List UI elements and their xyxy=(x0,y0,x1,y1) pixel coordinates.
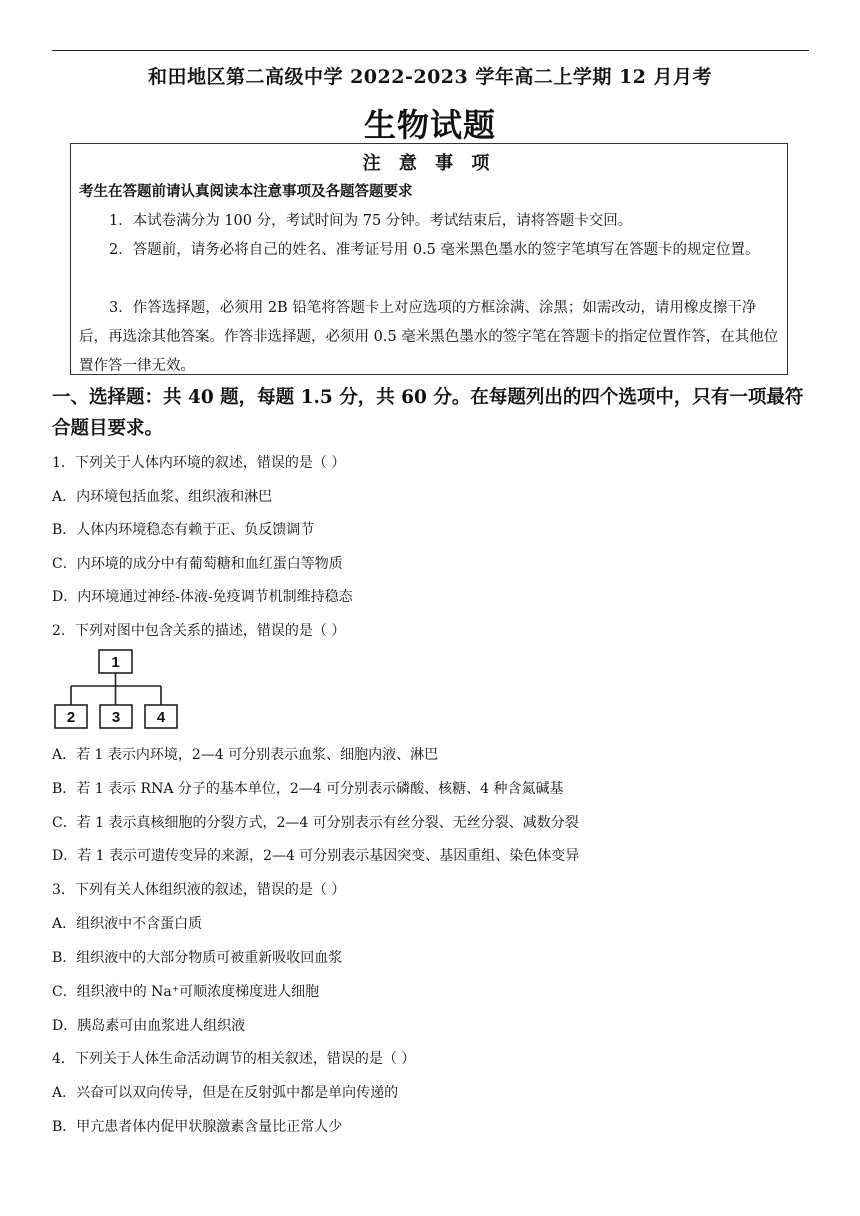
option-d: D．胰岛素可由血浆进人组织液 xyxy=(52,1018,246,1034)
question-stem: 1．下列关于人体内环境的叙述，错误的是（ ） xyxy=(52,455,346,471)
option-c: C．内环境的成分中有葡萄糖和血红蛋白等物质 xyxy=(52,556,343,572)
exam-title: 生物试题 xyxy=(363,106,496,144)
option-a: A．内环境包括血浆、组织液和淋巴 xyxy=(52,489,273,505)
notice-item: 1．本试卷满分为 100 分，考试时间为 75 分钟。考试结束后，请将答题卡交回。 xyxy=(109,213,633,229)
question-stem: 3．下列有关人体组织液的叙述，错误的是（ ） xyxy=(52,882,346,898)
exam-subtitle: 和田地区第二高级中学 2022-2023 学年高二上学期 12 月月考 xyxy=(147,66,713,88)
option-c: C．若 1 表示真核细胞的分裂方式，2—4 可分别表示有丝分裂、无丝分裂、减数分裂 xyxy=(52,815,579,831)
section-heading: 一、选择题：共 40 题，每题 1.5 分，共 60 分。在每题列出的四个选项中，只有一项最符合题目要求。 xyxy=(52,387,804,439)
notice-intro: 考生在答题前请认真阅读本注意事项及各题答题要求 xyxy=(79,183,413,200)
notice-item: 2．答题前，请务必将自己的姓名、准考证号用 0.5 毫米黑色墨水的签字笔填写在答题卡的规定位置。 xyxy=(109,242,760,258)
option-b: B．人体内环境稳态有赖于正、负反馈调节 xyxy=(52,522,315,538)
notice-box xyxy=(70,143,788,375)
option-b: B．甲亢患者体内促甲状腺激素含量比正常人少 xyxy=(52,1119,343,1135)
diagram-label-3: 3 xyxy=(111,709,121,726)
option-c: C．组织液中的 Na⁺可顺浓度梯度进人细胞 xyxy=(52,984,320,1000)
option-a: A．兴奋可以双向传导，但是在反射弧中都是单向传递的 xyxy=(52,1085,399,1101)
option-b: B．若 1 表示 RNA 分子的基本单位，2—4 可分别表示磷酸、核糖、4 种含氮碱基 xyxy=(52,781,564,797)
diagram-label-2: 2 xyxy=(66,709,76,726)
option-d: D．若 1 表示可遗传变异的来源，2—4 可分别表示基因突变、基因重组、染色体变异 xyxy=(52,848,580,864)
question-stem: 2．下列对图中包含关系的描述，错误的是（ ） xyxy=(52,623,346,639)
top-rule xyxy=(52,50,809,51)
hierarchy-diagram xyxy=(52,648,182,730)
diagram-label-1: 1 xyxy=(111,654,120,671)
question-stem: 4．下列关于人体生命活动调节的相关叙述，错误的是（ ） xyxy=(52,1051,416,1067)
option-b: B．组织液中的大部分物质可被重新吸收回血浆 xyxy=(52,950,343,966)
notice-item: 3．作答选择题，必须用 2B 铅笔将答题卡上对应选项的方框涂满、涂黑；如需改动，请用橡皮擦干净后，再选涂其他答案。作答非选择题，必须用 0.5 毫米黑色墨水的签字笔在答题卡的指定位置作答，在其他位置作答一律无效。 xyxy=(79,300,779,374)
notice-heading: 注 意 事 项 xyxy=(362,153,496,174)
option-d: D．内环境通过神经-体液-免疫调节机制维持稳态 xyxy=(52,589,353,605)
diagram-label-4: 4 xyxy=(156,709,166,726)
option-a: A．若 1 表示内环境，2—4 可分别表示血浆、细胞内液、淋巴 xyxy=(52,747,439,763)
option-a: A．组织液中不含蛋白质 xyxy=(52,916,203,932)
